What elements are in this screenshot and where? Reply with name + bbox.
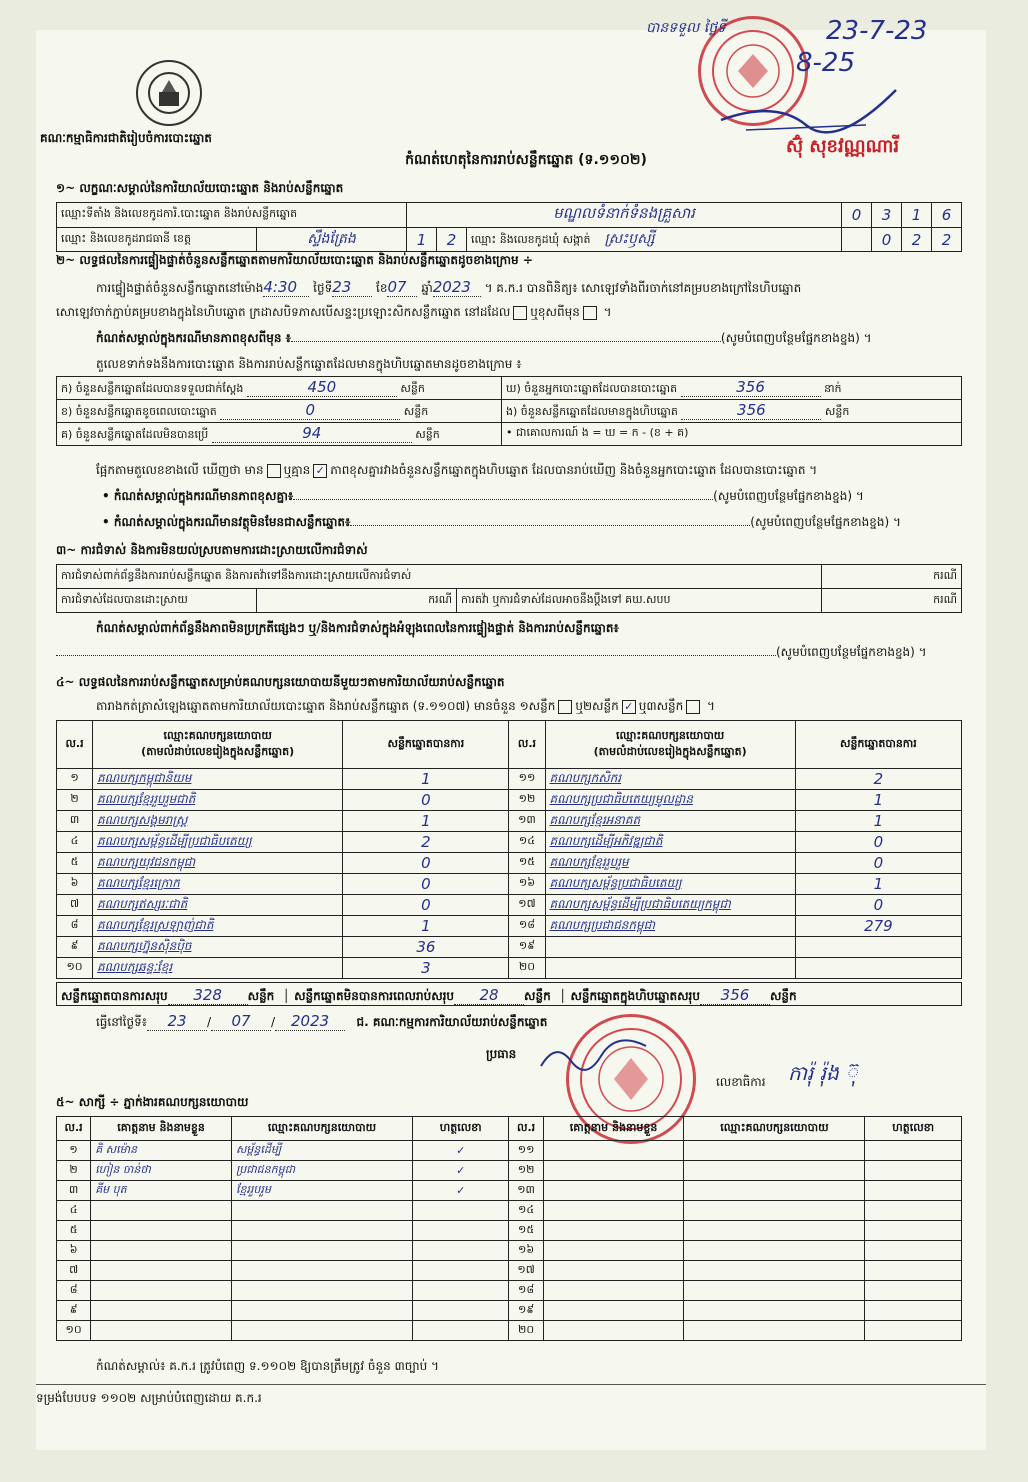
row-no: ១ bbox=[57, 769, 93, 790]
commune-cell bbox=[467, 228, 842, 252]
table-row bbox=[57, 1261, 962, 1281]
stamp-date: 23-7-23 bbox=[826, 16, 928, 46]
commune-code-digit: 0 bbox=[872, 228, 902, 252]
party-name: គណបក្សសម្ព័ន្ធដើម្បីប្រជាធិបតេយ្យ bbox=[93, 832, 343, 853]
text: ង) ចំនួនសន្លឹកឆ្នោតដែលមានក្នុងហិបឆ្នោត bbox=[506, 405, 678, 418]
row-no: ១៤ bbox=[509, 1201, 543, 1221]
commune-code-digit: 2 bbox=[932, 228, 962, 252]
unused-value: 94 bbox=[212, 424, 412, 443]
witness-signature bbox=[865, 1241, 962, 1261]
table-row bbox=[57, 1301, 962, 1321]
changed-checkbox[interactable] bbox=[583, 306, 597, 320]
case-label: ករណី bbox=[822, 565, 962, 589]
location-label: ឈ្មោះទីតាំង និងលេខកូដការិ.បោះឆ្នោត និងរាប់សន្លឹកឆ្នោត bbox=[57, 203, 407, 228]
text: សន្លឹក bbox=[400, 382, 425, 395]
figures-table bbox=[56, 376, 962, 446]
witness-signature bbox=[865, 1221, 962, 1241]
spoiled-value: 0 bbox=[220, 401, 400, 420]
table-row bbox=[57, 874, 962, 895]
party-name: គណបក្សប្រជាធិបតេយ្យមូលដ្ឋាន bbox=[545, 790, 795, 811]
witness-name: គិ សម៉ោន bbox=[91, 1141, 232, 1161]
table-row bbox=[57, 769, 962, 790]
province-code-digit: 1 bbox=[407, 228, 437, 252]
witness-signature bbox=[865, 1161, 962, 1181]
time-value: 4:30 bbox=[263, 278, 309, 297]
section2-heading: ២~ លទ្ធផលនៃការផ្ទៀងផ្ទាត់ចំនួនសន្លឹកឆ្នោតតាមការិយាល័យបោះឆ្នោត និងរាប់សន្លឹកឆ្នោតដូចខាងក្រោម ÷ bbox=[56, 253, 533, 267]
date-day: 23 bbox=[147, 1012, 207, 1031]
chair-signature-icon bbox=[536, 1036, 656, 1076]
witness-name bbox=[543, 1321, 684, 1341]
location-code-digit: 6 bbox=[932, 203, 962, 228]
text: សន្លឹក bbox=[247, 989, 275, 1003]
appeal-label: ការតវ៉ា ឬការជំទាស់ដែលអាចនឹងប្តឹងទៅ គឃ.សបប bbox=[457, 589, 822, 613]
valid-votes: 0 bbox=[795, 895, 961, 916]
valid-votes bbox=[795, 937, 961, 958]
witness-signature bbox=[865, 1321, 962, 1341]
witness-signature bbox=[865, 1301, 962, 1321]
witness-party bbox=[231, 1261, 412, 1281]
row-no: ១៧ bbox=[509, 895, 545, 916]
party-name: គណបក្សឆន្ទៈខ្មែរ bbox=[93, 958, 343, 979]
text: ឈ្មោះគណបក្សនយោបាយ bbox=[615, 728, 725, 742]
text: (តាមលំដាប់លេខរៀងក្នុងសន្លឹកឆ្នោត) bbox=[593, 744, 747, 758]
row-no: ១១ bbox=[509, 1141, 543, 1161]
text: ការផ្ទៀងផ្ទាត់ចំនួនសន្លឹកឆ្នោតនៅម៉ោង bbox=[96, 281, 264, 295]
row-no: ២០ bbox=[509, 1321, 543, 1341]
party-name: គណបក្សកម្ពុជានិយម bbox=[93, 769, 343, 790]
in-box-value: 356 bbox=[681, 401, 821, 420]
row-no: ៨ bbox=[57, 1281, 91, 1301]
text: (សូមបំពេញបន្ថែមផ្នែកខាងខ្នង) ។ bbox=[720, 331, 872, 345]
chair-label: ប្រធាន bbox=[486, 1047, 517, 1061]
received-value: 450 bbox=[247, 378, 397, 397]
col-no: ល.រ bbox=[57, 721, 93, 769]
table-row bbox=[57, 937, 962, 958]
signing-date: ធ្វើនៅថ្ងៃទី៖ 23 / 07 / 2023 ជ. គណៈកម្មការការិយាល័យរាប់សន្លឹកឆ្នោត bbox=[96, 1012, 548, 1030]
month-value: 07 bbox=[387, 278, 417, 297]
text: ភាពខុសគ្នារវាងចំនួនសន្លឹកឆ្នោតក្នុងហិបឆ្នោត ដែលបានរាប់ឃើញ និងចំនួនអ្នកបោះឆ្នោត ដែលបានបោះឆ្នោត ។ bbox=[330, 463, 818, 477]
valid-votes: 0 bbox=[343, 790, 509, 811]
col-party: ឈ្មោះគណបក្សនយោបាយ bbox=[231, 1117, 412, 1141]
table-row bbox=[57, 1161, 962, 1181]
two-sheets-checkbox[interactable]: ✓ bbox=[622, 700, 636, 714]
row-no: ២ bbox=[57, 790, 93, 811]
witness-name bbox=[91, 1281, 232, 1301]
table-row bbox=[57, 1141, 962, 1161]
witness-party bbox=[231, 1321, 412, 1341]
verification-line bbox=[96, 278, 801, 298]
witness-party bbox=[684, 1181, 865, 1201]
col-no: ល.រ bbox=[509, 1117, 543, 1141]
valid-votes: 36 bbox=[343, 937, 509, 958]
footer-divider bbox=[36, 1384, 986, 1385]
figures-intro: តួលេខទាក់ទងនឹងការបោះឆ្នោត និងការរាប់សន្លឹកឆ្នោតដែលមានក្នុងហិបឆ្នោតមានដូចខាងក្រោម ៖ bbox=[96, 357, 522, 371]
stamp-signer-name: ស៊ុំ សុខវណ្ណណារី bbox=[786, 136, 900, 157]
party-name bbox=[545, 937, 795, 958]
row-no: ១៤ bbox=[509, 832, 545, 853]
row-no: ១ bbox=[57, 1141, 91, 1161]
text: ជ. គណៈកម្មការការិយាល័យរាប់សន្លឹកឆ្នោត bbox=[356, 1015, 548, 1029]
stamp-prefix: បានទទួល ថ្ងៃទី bbox=[646, 20, 726, 36]
text: ខែ bbox=[376, 281, 388, 295]
text: ឆ្នាំ bbox=[421, 281, 433, 295]
text: សន្លឹកឆ្នោតបានការសរុប bbox=[61, 989, 168, 1003]
footer-text: ទម្រង់បែបបទ ១១០២ សម្រាប់បំពេញដោយ គ.ក.រ bbox=[36, 1391, 262, 1405]
commune-value: ស្រះឫស្សី bbox=[604, 231, 655, 247]
witness-name bbox=[543, 1161, 684, 1181]
witness-table bbox=[56, 1116, 962, 1341]
witness-party bbox=[684, 1301, 865, 1321]
witness-signature bbox=[412, 1221, 509, 1241]
section4-heading: ៤~ លទ្ធផលនៃការរាប់សន្លឹកឆ្នោតសម្រាប់គណបក្សនយោបាយនីមួយៗតាមការិយាល័យរាប់សន្លឹកឆ្នោត bbox=[56, 675, 505, 689]
section1-table bbox=[56, 202, 962, 252]
witness-signature: ✓ bbox=[412, 1181, 509, 1201]
witness-party bbox=[231, 1281, 412, 1301]
witness-signature bbox=[412, 1301, 509, 1321]
row-no: ១៧ bbox=[509, 1261, 543, 1281]
table-row bbox=[57, 1321, 962, 1341]
witness-signature bbox=[412, 1201, 509, 1221]
row-no: ១៦ bbox=[509, 874, 545, 895]
party-name: គណបក្សឥស្សរៈជាតិ bbox=[93, 895, 343, 916]
col-valid: សន្លឹកឆ្នោតបានការ bbox=[343, 721, 509, 769]
valid-votes: 1 bbox=[343, 916, 509, 937]
nec-emblem-icon bbox=[136, 60, 202, 126]
witness-party bbox=[684, 1281, 865, 1301]
text: • កំណត់សម្គាល់ក្នុងករណីមានភាពខុសគ្នា៖ bbox=[102, 489, 294, 503]
text: (សូមបំពេញបន្ថែមផ្នែកខាងខ្នង) ។ bbox=[750, 515, 901, 529]
text: ឃ) ចំនួនអ្នកបោះឆ្នោតដែលបានបោះឆ្នោត bbox=[506, 382, 678, 395]
province-code-digit: 2 bbox=[437, 228, 467, 252]
location-code-digit: 3 bbox=[872, 203, 902, 228]
valid-votes: 1 bbox=[795, 811, 961, 832]
text: (តាមលំដាប់លេខរៀងក្នុងសន្លឹកឆ្នោត) bbox=[141, 744, 295, 758]
irregularity-fill bbox=[56, 644, 962, 662]
witness-signature bbox=[412, 1281, 509, 1301]
party-name: គណបក្សដើម្បីអភិវឌ្ឍជាតិ bbox=[545, 832, 795, 853]
witness-signature: ✓ bbox=[412, 1161, 509, 1181]
witness-party bbox=[684, 1161, 865, 1181]
witness-signature bbox=[412, 1261, 509, 1281]
date-year: 2023 bbox=[275, 1012, 345, 1031]
table-row bbox=[57, 1201, 962, 1221]
witness-signature bbox=[865, 1261, 962, 1281]
case-label: ករណី bbox=[822, 589, 962, 613]
witness-name: គីម បុត bbox=[91, 1181, 232, 1201]
location-code-digit: 1 bbox=[902, 203, 932, 228]
row-no: ១៦ bbox=[509, 1241, 543, 1261]
party-name: គណបក្សយុវជនកម្ពុជា bbox=[93, 853, 343, 874]
case-label: ករណី bbox=[257, 589, 457, 613]
witness-note: កំណត់សម្គាល់៖ គ.ក.រ ត្រូវបំពេញ ទ.១១០២ ឱ្យបានត្រឹមត្រូវ ចំនួន ៣ច្បាប់ ។ bbox=[96, 1359, 439, 1373]
text: (សូមបំពេញបន្ថែមផ្នែកខាងខ្នង) ។ bbox=[776, 645, 927, 659]
row-no: ១៩ bbox=[509, 937, 545, 958]
row-no: ៣ bbox=[57, 811, 93, 832]
valid-votes: 1 bbox=[795, 790, 961, 811]
section3-heading: ៣~ ការជំទាស់ និងការមិនយល់ស្របតាមការដោះស្រាយលើការជំទាស់ bbox=[56, 543, 368, 557]
stamp-time: 8-25 bbox=[796, 48, 856, 78]
valid-votes: 1 bbox=[795, 874, 961, 895]
row-no: ៤ bbox=[57, 832, 93, 853]
secretary-signature: ការ៉ុ រ៉ុង ៊ុ bbox=[788, 1061, 858, 1085]
valid-votes: 2 bbox=[795, 769, 961, 790]
witness-signature bbox=[865, 1141, 962, 1161]
one-sheet-checkbox[interactable] bbox=[558, 700, 572, 714]
party-name bbox=[545, 958, 795, 979]
unchanged-checkbox[interactable] bbox=[513, 306, 527, 320]
text: នាក់ bbox=[824, 382, 842, 395]
signature-icon bbox=[716, 80, 916, 140]
row-no: ៤ bbox=[57, 1201, 91, 1221]
text: សន្លឹក bbox=[403, 405, 429, 418]
row-no: ១៣ bbox=[509, 1181, 543, 1201]
col-party bbox=[545, 721, 795, 769]
discrepancy-line bbox=[96, 462, 817, 480]
witness-party bbox=[684, 1141, 865, 1161]
text: ខ) ចំនួនសន្លឹកឆ្នោតខូចពេលបោះឆ្នោត bbox=[61, 405, 217, 418]
col-name: គោត្តនាម និងនាមខ្លួន bbox=[543, 1117, 684, 1141]
witness-name bbox=[91, 1241, 232, 1261]
witness-party bbox=[684, 1321, 865, 1341]
difference-note bbox=[96, 330, 966, 348]
text: ថ្ងៃទី bbox=[313, 281, 333, 295]
witness-signature bbox=[865, 1281, 962, 1301]
party-name: គណបក្សប្រជាជនកម្ពុជា bbox=[545, 916, 795, 937]
bullet-foreign-objects bbox=[102, 514, 962, 532]
seal-line: សោឡេវចាក់ភ្ជាប់គម្របខាងក្នុងនៃហិបឆ្នោត ក្រដាសបិទភាសបើសន្ទះប្រឡោះសិកសន្លឹកឆ្នោត នៅដដែល ឬខុសពីមុន ។ bbox=[56, 305, 612, 319]
table-row bbox=[57, 811, 962, 832]
total-valid-value: 328 bbox=[168, 986, 248, 1005]
text: ឬខុសពីមុន bbox=[530, 305, 580, 319]
col-name: គោត្តនាម និងនាមខ្លួន bbox=[91, 1117, 232, 1141]
witness-name bbox=[543, 1181, 684, 1201]
col-sign: ហត្ថលេខា bbox=[865, 1117, 962, 1141]
row-no: ៧ bbox=[57, 895, 93, 916]
no-difference-checkbox[interactable]: ✓ bbox=[313, 464, 327, 478]
col-sign: ហត្ថលេខា bbox=[412, 1117, 509, 1141]
witness-party bbox=[231, 1221, 412, 1241]
row-no: ១៨ bbox=[509, 1281, 543, 1301]
table-row bbox=[57, 1221, 962, 1241]
row-no: ១៥ bbox=[509, 853, 545, 874]
witness-name bbox=[91, 1221, 232, 1241]
irregularity-note: កំណត់សម្គាល់ពាក់ព័ន្ធនឹងភាពមិនប្រក្រតីផ្សេងៗ ឬ/និងការជំទាស់ក្នុងអំឡុងពេលនៃការផ្ទៀងផ្ទាត់ និងការរាប់សន្លឹកឆ្នោត៖ bbox=[96, 621, 619, 635]
valid-votes: 0 bbox=[343, 874, 509, 895]
table-row bbox=[57, 958, 962, 979]
results-table bbox=[56, 720, 962, 979]
valid-votes: 3 bbox=[343, 958, 509, 979]
witness-name bbox=[91, 1321, 232, 1341]
col-no: ល.រ bbox=[57, 1117, 91, 1141]
text: ឬគ្មាន bbox=[283, 463, 311, 477]
table-row bbox=[57, 790, 962, 811]
witness-name: ហៀន ចាន់ថា bbox=[91, 1161, 232, 1181]
section1-heading: ១~ លក្ខណៈសម្គាល់នៃការិយាល័យបោះឆ្នោត និងរាប់សន្លឹកឆ្នោត bbox=[56, 181, 344, 195]
row-no: ២០ bbox=[509, 958, 545, 979]
text: កំណត់សម្គាល់ក្នុងករណីមានភាពខុសពីមុន ៖ bbox=[96, 331, 291, 345]
witness-party bbox=[231, 1201, 412, 1221]
witness-name bbox=[91, 1261, 232, 1281]
party-name: គណបក្សខ្មែរស្រឡាញ់ជាតិ bbox=[93, 916, 343, 937]
valid-votes bbox=[795, 958, 961, 979]
text: ឈ្មោះគណបក្សនយោបាយ bbox=[163, 728, 272, 742]
row-no: ១៨ bbox=[509, 916, 545, 937]
total-invalid-value: 28 bbox=[454, 986, 524, 1005]
objections-table bbox=[56, 564, 962, 613]
text: ក) ចំនួនសន្លឹកឆ្នោតដែលបានទទួលជាក់ស្តែង bbox=[61, 382, 244, 395]
bullet-difference bbox=[102, 488, 962, 506]
day-value: 23 bbox=[332, 278, 372, 297]
location-value: មណ្ឌលទំនាក់ទំនងគ្រួសារ bbox=[407, 203, 842, 228]
formula: • ជាគោលការណ៍ ង = ឃ = ក - (ខ + គ) bbox=[502, 423, 962, 446]
date-month: 07 bbox=[211, 1012, 271, 1031]
form-page bbox=[36, 16, 986, 1450]
text: សន្លឹកឆ្នោតក្នុងហិបឆ្នោតសរុប bbox=[570, 989, 700, 1003]
witness-party bbox=[231, 1241, 412, 1261]
witness-signature bbox=[865, 1181, 962, 1201]
witness-name bbox=[91, 1301, 232, 1321]
text: ធ្វើនៅថ្ងៃទី៖ bbox=[96, 1015, 147, 1029]
witness-party: ខ្មែររួបរួម bbox=[231, 1181, 412, 1201]
col-valid: សន្លឹកឆ្នោតបានការ bbox=[795, 721, 961, 769]
col-no: ល.រ bbox=[509, 721, 545, 769]
party-name: គណបក្សហ្វ៊ុនស៊ិនប៉ិច bbox=[93, 937, 343, 958]
resolved-label: ការជំទាស់ដែលបានដោះស្រាយ bbox=[57, 589, 257, 613]
three-sheets-checkbox[interactable] bbox=[686, 700, 700, 714]
valid-votes: 0 bbox=[343, 895, 509, 916]
valid-votes: 0 bbox=[795, 832, 961, 853]
row-no: ៩ bbox=[57, 937, 93, 958]
witness-party bbox=[684, 1201, 865, 1221]
text: • កំណត់សម្គាល់ក្នុងករណីមានវត្ថុមិនមែនជាសន្លឹកឆ្នោត៖ bbox=[102, 515, 351, 529]
witness-party bbox=[231, 1301, 412, 1321]
totals-row: សន្លឹកឆ្នោតបានការសរុប 328 សន្លឹក │ សន្លឹកឆ្នោតមិនបានការពេលរាប់សរុប 28 សន្លឹក │ សន្លឹកឆ្នោតក្នុងហិបឆ្នោតសរុប 356 សន្លឹក bbox=[56, 982, 962, 1006]
text: សន្លឹក bbox=[824, 405, 850, 418]
witness-signature: ✓ bbox=[412, 1141, 509, 1161]
party-name: គណបក្សខ្មែរក្រោក bbox=[93, 874, 343, 895]
row-no: ១៥ bbox=[509, 1221, 543, 1241]
text: (សូមបំពេញបន្ថែមផ្នែកខាងខ្នង) ។ bbox=[713, 489, 864, 503]
witness-name bbox=[543, 1221, 684, 1241]
table-row bbox=[57, 895, 962, 916]
text: ។ គ.ក.រ បានពិនិត្យ៖ សោឡេវទាំងពីរចាក់នៅគម្របខាងក្រៅនៃហិបឆ្នោត bbox=[484, 281, 802, 295]
text: សន្លឹក bbox=[524, 989, 551, 1003]
party-name: គណបក្សកសិករ bbox=[545, 769, 795, 790]
row-no: ៦ bbox=[57, 1241, 91, 1261]
witness-name bbox=[543, 1301, 684, 1321]
row-no: ១០ bbox=[57, 958, 93, 979]
witness-party bbox=[684, 1221, 865, 1241]
form-title: កំណត់ហេតុនៃការរាប់សន្លឹកឆ្នោត (ទ.១១០២) bbox=[405, 152, 647, 168]
text: សន្លឹក bbox=[415, 428, 440, 441]
section5-heading: ៥~ សាក្សី ÷ ភ្នាក់ងារគណបក្សនយោបាយ bbox=[56, 1095, 249, 1109]
commune-label: ឈ្មោះ និងលេខកូដឃុំ សង្កាត់ bbox=[471, 233, 591, 246]
has-difference-checkbox[interactable] bbox=[267, 464, 281, 478]
witness-name bbox=[543, 1241, 684, 1261]
table-row bbox=[57, 1241, 962, 1261]
table-row bbox=[57, 853, 962, 874]
valid-votes: 1 bbox=[343, 769, 509, 790]
province-label: ឈ្មោះ និងលេខកូដរាជធានី ខេត្ត bbox=[57, 228, 257, 252]
witness-party bbox=[684, 1261, 865, 1281]
row-no: ១៣ bbox=[509, 811, 545, 832]
row-no: ១៩ bbox=[509, 1301, 543, 1321]
row-no: ១០ bbox=[57, 1321, 91, 1341]
table-row bbox=[57, 1281, 962, 1301]
witness-party: ប្រជាជនកម្ពុជា bbox=[231, 1161, 412, 1181]
col-party: ឈ្មោះគណបក្សនយោបាយ bbox=[684, 1117, 865, 1141]
year-value: 2023 bbox=[433, 278, 481, 297]
row-no: ៥ bbox=[57, 853, 93, 874]
row-no: ៦ bbox=[57, 874, 93, 895]
witness-name bbox=[543, 1281, 684, 1301]
text: គ) ចំនួនសន្លឹកឆ្នោតដែលមិនបានប្រើ bbox=[61, 428, 209, 441]
tally-sheets-line: តារាងកត់ត្រាសំឡេងឆ្នោតតាមការិយាល័យបោះឆ្នោត និងរាប់សន្លឹកឆ្នោត (ទ.១១០៧) មានចំនួន ១សន្លឹក ឬ២សន្លឹក ✓ ឬ៣សន្លឹក ។ bbox=[96, 699, 715, 713]
witness-signature bbox=[865, 1201, 962, 1221]
witness-name bbox=[543, 1261, 684, 1281]
valid-votes: 0 bbox=[795, 853, 961, 874]
row-no: ៥ bbox=[57, 1221, 91, 1241]
objections-row1: ការជំទាស់ពាក់ព័ន្ធនឹងការរាប់សន្លឹកឆ្នោត និងការតវ៉ាទៅនឹងការដោះស្រាយលើការជំទាស់ bbox=[57, 565, 822, 589]
row-no: ២ bbox=[57, 1161, 91, 1181]
valid-votes: 0 bbox=[343, 853, 509, 874]
text: តារាងកត់ត្រាសំឡេងឆ្នោតតាមការិយាល័យបោះឆ្នោត និងរាប់សន្លឹកឆ្នោត (ទ.១១០៧) មានចំនួន ១សន្លឹក bbox=[96, 699, 556, 713]
valid-votes: 1 bbox=[343, 811, 509, 832]
party-name: គណបក្សខ្មែរអនាគត bbox=[545, 811, 795, 832]
text: សន្លឹកឆ្នោតមិនបានការពេលរាប់សរុប bbox=[294, 989, 455, 1003]
witness-name bbox=[543, 1201, 684, 1221]
witness-name bbox=[543, 1141, 684, 1161]
row-no: ១២ bbox=[509, 790, 545, 811]
row-no: ៩ bbox=[57, 1301, 91, 1321]
party-name: គណបក្សសម្ព័ន្ធប្រជាធិបតេយ្យ bbox=[545, 874, 795, 895]
witness-signature bbox=[412, 1321, 509, 1341]
commune-code-digit: 2 bbox=[902, 228, 932, 252]
row-no: ១១ bbox=[509, 769, 545, 790]
text: សន្លឹក bbox=[769, 989, 797, 1003]
table-row bbox=[57, 916, 962, 937]
voters-value: 356 bbox=[681, 378, 821, 397]
text: ផ្អែកតាមតួលេខខាងលើ ឃើញថា មាន bbox=[96, 463, 264, 477]
table-row bbox=[57, 1181, 962, 1201]
party-name: គណបក្សខ្មែររួបរួម bbox=[545, 853, 795, 874]
witness-signature bbox=[412, 1241, 509, 1261]
row-no: ១២ bbox=[509, 1161, 543, 1181]
secretary-label: លេខាធិការ bbox=[716, 1075, 766, 1089]
text: ឬ២សន្លឹក bbox=[575, 699, 619, 713]
witness-party: សម្ព័ន្ធដើម្បី bbox=[231, 1141, 412, 1161]
text: ឬ៣សន្លឹក bbox=[638, 699, 684, 713]
party-name: គណបក្សសង្គមរាស្ត្រ bbox=[93, 811, 343, 832]
text: សោឡេវចាក់ភ្ជាប់គម្របខាងក្នុងនៃហិបឆ្នោត ក្រដាសបិទភាសបើសន្ទះប្រឡោះសិកសន្លឹកឆ្នោត នៅដដែល bbox=[56, 305, 511, 319]
total-box-value: 356 bbox=[700, 986, 770, 1005]
committee-title: គណៈកម្មាធិការជាតិរៀបចំការបោះឆ្នោត bbox=[40, 131, 212, 145]
witness-name bbox=[91, 1201, 232, 1221]
party-name: គណបក្សខ្មែររួបរួមជាតិ bbox=[93, 790, 343, 811]
row-no: ៧ bbox=[57, 1261, 91, 1281]
witness-party bbox=[684, 1241, 865, 1261]
location-code-digit: 0 bbox=[842, 203, 872, 228]
party-name: គណបក្សសម្ព័ន្ធដើម្បីប្រជាធិបតេយ្យកម្ពុជា bbox=[545, 895, 795, 916]
table-row bbox=[57, 832, 962, 853]
row-no: ៣ bbox=[57, 1181, 91, 1201]
valid-votes: 2 bbox=[343, 832, 509, 853]
province-value: ស្ទឹងត្រែង bbox=[257, 228, 407, 252]
row-no: ៨ bbox=[57, 916, 93, 937]
col-party bbox=[93, 721, 343, 769]
valid-votes: 279 bbox=[795, 916, 961, 937]
